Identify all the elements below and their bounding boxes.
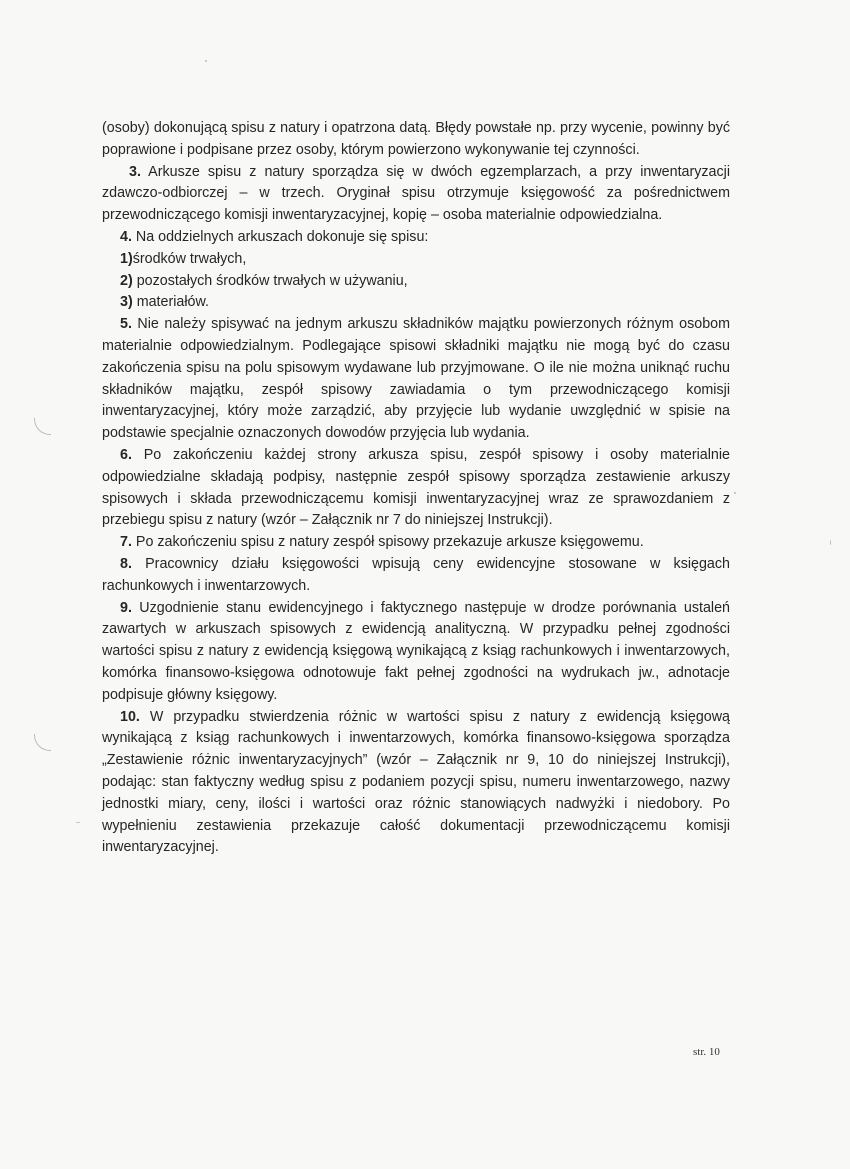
list-text: środków trwałych, (132, 250, 247, 267)
paragraph-9 (102, 598, 730, 707)
punch-hole-mark (34, 734, 51, 751)
scan-speck (76, 822, 80, 823)
list-item-3 (102, 292, 730, 314)
paragraph-text: Po zakończeniu spisu z natury zespół spisowy przekazuje arkusze księgowemu. (131, 534, 644, 551)
paragraph-number: 3. (129, 163, 141, 180)
paragraph-6 (102, 445, 730, 532)
paragraph-8 (102, 554, 730, 598)
paragraph-5 (102, 314, 730, 445)
list-text: materiałów. (132, 294, 209, 311)
paragraph-text: Uzgodnienie stanu ewidencyjnego i faktycznego następuje w drodze porównania ustaleń zawartych w arkuszach spisowych z ewidencją analityczną. W przypadku pełnej zgodności wartości spisu z natury z ewidencją księgową wynikającą z ksiąg rachunkowych i inwentarzowych, komórka finansowo-księgowa odnotowuje fakt pełnej zgodności na wydrukach jw., adnotacje podpisuje główny księgowy. (102, 599, 730, 703)
paragraph-4 (102, 227, 730, 249)
paragraph-text: Pracownicy działu księgowości wpisują ceny ewidencyjne stosowane w księgach rachunkowych i inwentarzowych. (102, 555, 730, 594)
paragraph-text: Po zakończeniu każdej strony arkusza spisu, zespół spisowy i osoby materialnie odpowiedzialne składają podpisy, następnie zespół spisowy sporządza zestawienie arkuszy spisowych i składa przewodniczącemu komisji inwentaryzacyjnej wraz ze sprawozdaniem z przebiegu spisu z natury (wzór – Załącznik nr 7 do niniejszej Instrukcji). (102, 446, 730, 529)
punch-hole-mark (34, 418, 51, 435)
paragraph-text: W przypadku stwierdzenia różnic w wartości spisu z natury z ewidencją księgową wynikającą z ksiąg rachunkowych i inwentarzowych, komórka finansowo-księgowa sporządza „Zestawienie różnic inwentaryzacyjnych” (wzór – Załącznik nr 9, 10 do niniejszej Instrukcji), podając: stan faktyczny według spisu z podaniem pozycji spisu, numeru inwentarzowego, nazwy jednostki miary, ceny, ilości i wartości oraz różnic stanowiących nadwyżki i niedobory. Po wypełnieniu zestawienia przekazuje całość dokumentacji przewodniczącemu komisji inwentaryzacyjnej. (102, 708, 730, 856)
paragraph-number: 8. (120, 555, 132, 572)
list-number: 1) (120, 250, 133, 267)
paragraph-text: Na oddzielnych arkuszach dokonuje się spisu: (131, 228, 429, 245)
paragraph-text: Arkusze spisu z natury sporządza się w dwóch egzemplarzach, a przy inwentaryzacji zdawczo-odbiorczej – w trzech. Oryginał spisu otrzymuje księgowość za pośrednictwem przewodniczącego komisji inwentaryzacyjnej, kopię – osoba materialnie odpowiedzialna. (102, 163, 730, 224)
paragraph-continuation (102, 118, 730, 162)
paragraph-7 (102, 532, 730, 554)
paragraph-number: 5. (120, 316, 132, 333)
document-body (102, 118, 730, 859)
list-text: pozostałych środków trwałych w używaniu, (132, 272, 408, 289)
page-number: str. 10 (693, 1046, 720, 1058)
paragraph-number: 7. (120, 534, 132, 551)
paragraph-3 (102, 162, 730, 227)
scan-speck (734, 492, 736, 494)
paragraph-number: 9. (120, 599, 132, 616)
scan-speck (205, 60, 207, 62)
list-item-2 (102, 271, 730, 293)
paragraph-10 (102, 707, 730, 860)
scan-speck (830, 540, 831, 545)
paragraph-number: 10. (120, 708, 140, 725)
paragraph-number: 4. (120, 228, 132, 245)
list-number: 2) (120, 272, 133, 289)
paragraph-number: 6. (120, 446, 132, 463)
list-number: 3) (120, 294, 133, 311)
paragraph-text: (osoby) dokonującą spisu z natury i opatrzona datą. Błędy powstałe np. przy wycenie, powinny być poprawione i podpisane przez osoby, którym powierzono wykonywanie tej czynności. (102, 120, 730, 158)
list-item-1 (102, 249, 730, 271)
paragraph-text: Nie należy spisywać na jednym arkuszu składników majątku powierzonych różnym osobom materialnie odpowiedzialnym. Podlegające spisowi składniki majątku nie mogą być do czasu zakończenia spisu na polu spisowym wydawane lub przyjmowane. O ile nie można uniknąć ruchu składników majątku, zespół spisowy zawiadamia o tym przewodniczącego komisji inwentaryzacyjnej, który może zarządzić, aby przyjęcie lub wydanie uwzględnić w spisie na podstawie specjalnie oznaczonych dowodów przyjęcia lub wydania. (102, 316, 730, 442)
